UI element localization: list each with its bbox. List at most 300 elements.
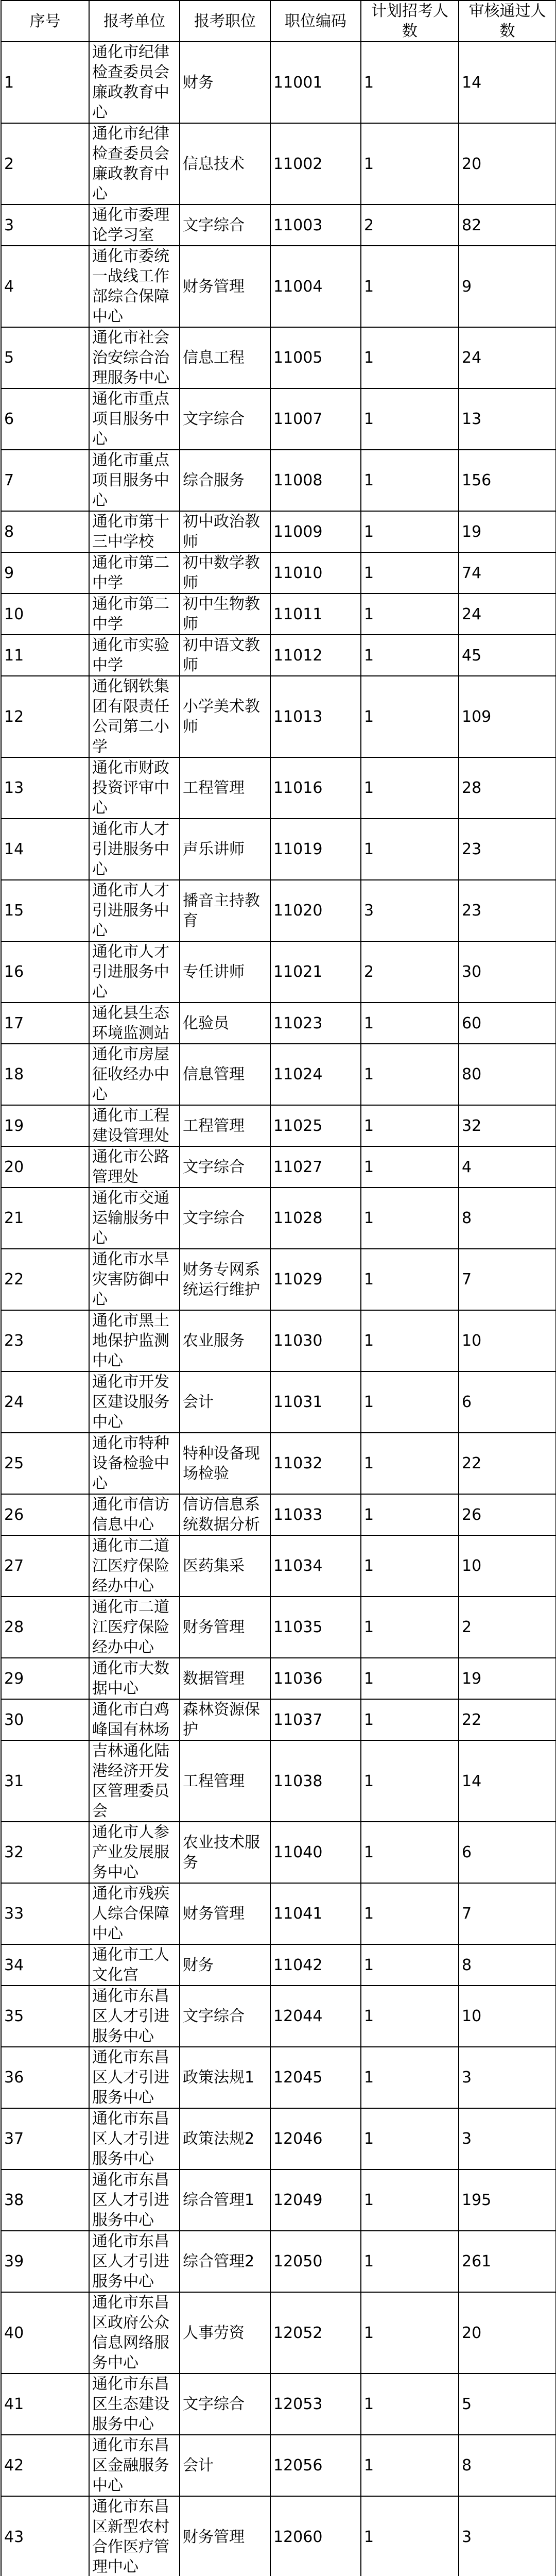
cell-approved-count: 7 (459, 1883, 556, 1944)
cell-serial-number: 22 (1, 1249, 89, 1310)
cell-position-code: 11010 (270, 552, 361, 594)
cell-approved-count: 30 (459, 941, 556, 1003)
cell-position-code: 11002 (270, 123, 361, 205)
header-planned-count: 计划招考人数 (361, 1, 459, 42)
cell-position: 医药集采 (180, 1535, 270, 1597)
cell-position: 播音主持教育 (180, 880, 270, 941)
header-approved-count: 审核通过人数 (459, 1, 556, 42)
cell-position-code: 11033 (270, 1494, 361, 1535)
cell-unit: 通化市东昌区人才引进服务中心 (89, 2108, 180, 2170)
cell-unit: 通化市大数据中心 (89, 1658, 180, 1699)
cell-position: 财务管理 (180, 1597, 270, 1658)
cell-position: 化验员 (180, 1003, 270, 1044)
cell-position-code: 11007 (270, 388, 361, 450)
cell-approved-count: 24 (459, 594, 556, 635)
cell-position: 财务 (180, 1944, 270, 1986)
cell-position-code: 12050 (270, 2231, 361, 2292)
table-row (1, 2496, 556, 2576)
cell-position-code: 11023 (270, 1003, 361, 1044)
cell-planned-count: 1 (361, 1986, 459, 2047)
cell-unit: 通化市重点项目服务中心 (89, 388, 180, 450)
table-row (1, 635, 556, 676)
cell-planned-count: 1 (361, 1883, 459, 1944)
cell-planned-count: 1 (361, 246, 459, 327)
table-row (1, 2108, 556, 2170)
cell-position: 信访信息系统数据分析 (180, 1494, 270, 1535)
cell-approved-count: 3 (459, 2496, 556, 2576)
cell-serial-number: 9 (1, 552, 89, 594)
cell-position: 文字综合 (180, 2374, 270, 2435)
cell-unit: 通化市特种设备检验中心 (89, 1433, 180, 1494)
cell-approved-count: 5 (459, 2374, 556, 2435)
cell-planned-count: 1 (361, 450, 459, 511)
cell-approved-count: 6 (459, 1822, 556, 1883)
cell-planned-count: 1 (361, 1658, 459, 1699)
cell-serial-number: 5 (1, 327, 89, 388)
cell-position-code: 11005 (270, 327, 361, 388)
cell-approved-count: 10 (459, 1535, 556, 1597)
cell-unit: 通化市水旱灾害防御中心 (89, 1249, 180, 1310)
table-row (1, 246, 556, 327)
cell-position: 信息管理 (180, 1044, 270, 1105)
cell-approved-count: 13 (459, 388, 556, 450)
cell-approved-count: 10 (459, 1310, 556, 1371)
cell-approved-count: 3 (459, 2108, 556, 2170)
table-row (1, 1597, 556, 1658)
cell-serial-number: 27 (1, 1535, 89, 1597)
cell-approved-count: 261 (459, 2231, 556, 2292)
cell-planned-count: 2 (361, 941, 459, 1003)
cell-position: 工程管理 (180, 1105, 270, 1146)
cell-position-code: 11029 (270, 1249, 361, 1310)
cell-serial-number: 31 (1, 1740, 89, 1822)
cell-serial-number: 6 (1, 388, 89, 450)
cell-unit: 通化市交通运输服务中心 (89, 1188, 180, 1249)
cell-planned-count: 1 (361, 123, 459, 205)
cell-position: 初中政治教师 (180, 511, 270, 552)
cell-planned-count: 1 (361, 1044, 459, 1105)
table-body (1, 42, 556, 2576)
table-row (1, 1044, 556, 1105)
table-row (1, 2292, 556, 2374)
cell-position-code: 11036 (270, 1658, 361, 1699)
cell-position-code: 12060 (270, 2496, 361, 2576)
cell-serial-number: 37 (1, 2108, 89, 2170)
cell-position-code: 11041 (270, 1883, 361, 1944)
cell-planned-count: 1 (361, 2292, 459, 2374)
cell-unit: 通化市社会治安综合治理服务中心 (89, 327, 180, 388)
cell-planned-count: 1 (361, 676, 459, 757)
cell-unit: 通化市纪律检查委员会廉政教育中心 (89, 42, 180, 123)
cell-serial-number: 29 (1, 1658, 89, 1699)
cell-position-code: 11009 (270, 511, 361, 552)
table-row (1, 819, 556, 880)
cell-serial-number: 26 (1, 1494, 89, 1535)
cell-planned-count: 1 (361, 2231, 459, 2292)
table-row (1, 1658, 556, 1699)
cell-position: 文字综合 (180, 205, 270, 246)
cell-unit: 通化市委统一战线工作部综合保障中心 (89, 246, 180, 327)
cell-approved-count: 24 (459, 327, 556, 388)
cell-approved-count: 9 (459, 246, 556, 327)
table-row (1, 42, 556, 123)
cell-approved-count: 7 (459, 1249, 556, 1310)
cell-position-code: 11035 (270, 1597, 361, 1658)
cell-unit: 通化市委理论学习室 (89, 205, 180, 246)
cell-approved-count: 60 (459, 1003, 556, 1044)
cell-unit: 通化市人才引进服务中心 (89, 819, 180, 880)
cell-position: 财务管理 (180, 1883, 270, 1944)
cell-position: 初中生物教师 (180, 594, 270, 635)
cell-serial-number: 41 (1, 2374, 89, 2435)
cell-approved-count: 14 (459, 1740, 556, 1822)
cell-planned-count: 1 (361, 2435, 459, 2496)
table-row (1, 1740, 556, 1822)
table-row (1, 1003, 556, 1044)
table-row (1, 327, 556, 388)
cell-serial-number: 15 (1, 880, 89, 941)
cell-position-code: 11034 (270, 1535, 361, 1597)
cell-position: 综合服务 (180, 450, 270, 511)
cell-unit: 通化市纪律检查委员会廉政教育中心 (89, 123, 180, 205)
table-row (1, 1822, 556, 1883)
cell-position: 信息技术 (180, 123, 270, 205)
cell-unit: 通化市东昌区人才引进服务中心 (89, 1986, 180, 2047)
cell-serial-number: 32 (1, 1822, 89, 1883)
table-row (1, 757, 556, 819)
cell-serial-number: 40 (1, 2292, 89, 2374)
cell-unit: 通化市东昌区人才引进服务中心 (89, 2047, 180, 2108)
header-unit: 报考单位 (89, 1, 180, 42)
cell-position-code: 11028 (270, 1188, 361, 1249)
cell-position: 综合管理2 (180, 2231, 270, 2292)
table-row (1, 1146, 556, 1188)
table-row (1, 1883, 556, 1944)
cell-position-code: 11004 (270, 246, 361, 327)
cell-planned-count: 2 (361, 205, 459, 246)
table-row (1, 1986, 556, 2047)
cell-position: 财务管理 (180, 246, 270, 327)
cell-serial-number: 38 (1, 2170, 89, 2231)
cell-position-code: 11032 (270, 1433, 361, 1494)
cell-planned-count: 1 (361, 1249, 459, 1310)
cell-position: 初中数学教师 (180, 552, 270, 594)
table-row (1, 1310, 556, 1371)
table-row (1, 388, 556, 450)
cell-planned-count: 1 (361, 2374, 459, 2435)
cell-position-code: 12049 (270, 2170, 361, 2231)
cell-position-code: 11016 (270, 757, 361, 819)
cell-position-code: 12045 (270, 2047, 361, 2108)
cell-unit: 通化市第二中学 (89, 552, 180, 594)
table-row (1, 205, 556, 246)
cell-unit: 通化市开发区建设服务中心 (89, 1371, 180, 1433)
table-row (1, 941, 556, 1003)
cell-unit: 通化市重点项目服务中心 (89, 450, 180, 511)
cell-planned-count: 1 (361, 1699, 459, 1740)
cell-serial-number: 7 (1, 450, 89, 511)
cell-approved-count: 156 (459, 450, 556, 511)
table-row (1, 1699, 556, 1740)
cell-unit: 通化市房屋征收经办中心 (89, 1044, 180, 1105)
cell-unit: 通化市财政投资评审中心 (89, 757, 180, 819)
cell-position-code: 11031 (270, 1371, 361, 1433)
cell-unit: 通化市信访信息中心 (89, 1494, 180, 1535)
cell-approved-count: 80 (459, 1044, 556, 1105)
cell-approved-count: 4 (459, 1146, 556, 1188)
table-row (1, 511, 556, 552)
cell-approved-count: 20 (459, 123, 556, 205)
cell-unit: 通化钢铁集团有限责任公司第二小学 (89, 676, 180, 757)
cell-position-code: 12044 (270, 1986, 361, 2047)
cell-serial-number: 11 (1, 635, 89, 676)
cell-planned-count: 1 (361, 1494, 459, 1535)
cell-position-code: 11040 (270, 1822, 361, 1883)
cell-unit: 通化市东昌区人才引进服务中心 (89, 2231, 180, 2292)
cell-planned-count: 1 (361, 327, 459, 388)
table-row (1, 1105, 556, 1146)
cell-position: 会计 (180, 1371, 270, 1433)
cell-position-code: 11042 (270, 1944, 361, 1986)
cell-position: 财务 (180, 42, 270, 123)
cell-position: 农业服务 (180, 1310, 270, 1371)
cell-approved-count: 14 (459, 42, 556, 123)
cell-serial-number: 8 (1, 511, 89, 552)
cell-approved-count: 3 (459, 2047, 556, 2108)
cell-unit: 通化市东昌区生态建设服务中心 (89, 2374, 180, 2435)
cell-planned-count: 1 (361, 819, 459, 880)
cell-planned-count: 1 (361, 1310, 459, 1371)
cell-serial-number: 16 (1, 941, 89, 1003)
table-row (1, 1494, 556, 1535)
cell-unit: 通化市工人文化宫 (89, 1944, 180, 1986)
cell-planned-count: 1 (361, 42, 459, 123)
cell-planned-count: 1 (361, 1188, 459, 1249)
cell-serial-number: 23 (1, 1310, 89, 1371)
cell-position-code: 11019 (270, 819, 361, 880)
cell-unit: 通化市工程建设管理处 (89, 1105, 180, 1146)
cell-position-code: 11021 (270, 941, 361, 1003)
cell-serial-number: 4 (1, 246, 89, 327)
table-row (1, 2170, 556, 2231)
cell-position-code: 11024 (270, 1044, 361, 1105)
cell-position: 小学美术教师 (180, 676, 270, 757)
cell-position: 工程管理 (180, 757, 270, 819)
cell-unit: 通化市东昌区金融服务中心 (89, 2435, 180, 2496)
cell-planned-count: 1 (361, 1146, 459, 1188)
table-row (1, 1944, 556, 1986)
cell-position: 农业技术服务 (180, 1822, 270, 1883)
table-row (1, 2231, 556, 2292)
table-row (1, 450, 556, 511)
header-position-code: 职位编码 (270, 1, 361, 42)
cell-position: 财务专网系统运行维护 (180, 1249, 270, 1310)
cell-unit: 通化市白鸡峰国有林场 (89, 1699, 180, 1740)
cell-serial-number: 36 (1, 2047, 89, 2108)
cell-approved-count: 28 (459, 757, 556, 819)
table-row (1, 1371, 556, 1433)
cell-unit: 通化市第十三中学校 (89, 511, 180, 552)
cell-approved-count: 6 (459, 1371, 556, 1433)
cell-approved-count: 195 (459, 2170, 556, 2231)
cell-planned-count: 1 (361, 1535, 459, 1597)
cell-approved-count: 10 (459, 1986, 556, 2047)
cell-approved-count: 109 (459, 676, 556, 757)
cell-planned-count: 1 (361, 594, 459, 635)
cell-unit: 通化市人才引进服务中心 (89, 880, 180, 941)
cell-planned-count: 1 (361, 511, 459, 552)
cell-position-code: 11025 (270, 1105, 361, 1146)
cell-position-code: 11008 (270, 450, 361, 511)
cell-position-code: 12052 (270, 2292, 361, 2374)
cell-planned-count: 1 (361, 635, 459, 676)
cell-position: 数据管理 (180, 1658, 270, 1699)
cell-serial-number: 2 (1, 123, 89, 205)
cell-planned-count: 1 (361, 1597, 459, 1658)
table-row (1, 594, 556, 635)
cell-serial-number: 24 (1, 1371, 89, 1433)
cell-serial-number: 14 (1, 819, 89, 880)
table-row (1, 1249, 556, 1310)
cell-position-code: 11001 (270, 42, 361, 123)
table-row (1, 2047, 556, 2108)
cell-serial-number: 30 (1, 1699, 89, 1740)
table-row (1, 1535, 556, 1597)
cell-position: 文字综合 (180, 1986, 270, 2047)
cell-planned-count: 1 (361, 1740, 459, 1822)
cell-approved-count: 32 (459, 1105, 556, 1146)
table-row (1, 676, 556, 757)
cell-serial-number: 13 (1, 757, 89, 819)
cell-position-code: 12046 (270, 2108, 361, 2170)
cell-planned-count: 1 (361, 552, 459, 594)
cell-unit: 通化市人才引进服务中心 (89, 941, 180, 1003)
cell-position: 综合管理1 (180, 2170, 270, 2231)
cell-serial-number: 21 (1, 1188, 89, 1249)
cell-planned-count: 1 (361, 1944, 459, 1986)
cell-approved-count: 74 (459, 552, 556, 594)
cell-position: 文字综合 (180, 1188, 270, 1249)
cell-unit: 通化市二道江医疗保险经办中心 (89, 1535, 180, 1597)
cell-unit: 通化市残疾人综合保障中心 (89, 1883, 180, 1944)
cell-planned-count: 1 (361, 2108, 459, 2170)
cell-position-code: 11037 (270, 1699, 361, 1740)
cell-unit: 通化市实验中学 (89, 635, 180, 676)
cell-planned-count: 1 (361, 1433, 459, 1494)
cell-unit: 吉林通化陆港经济开发区管理委员会 (89, 1740, 180, 1822)
cell-position-code: 11012 (270, 635, 361, 676)
table-row (1, 552, 556, 594)
table-row (1, 2435, 556, 2496)
cell-serial-number: 10 (1, 594, 89, 635)
cell-serial-number: 42 (1, 2435, 89, 2496)
cell-serial-number: 35 (1, 1986, 89, 2047)
cell-approved-count: 19 (459, 511, 556, 552)
cell-serial-number: 25 (1, 1433, 89, 1494)
cell-approved-count: 8 (459, 2435, 556, 2496)
cell-unit: 通化市东昌区人才引进服务中心 (89, 2170, 180, 2231)
cell-approved-count: 45 (459, 635, 556, 676)
cell-serial-number: 18 (1, 1044, 89, 1105)
cell-position: 专任讲师 (180, 941, 270, 1003)
cell-position: 文字综合 (180, 388, 270, 450)
cell-serial-number: 43 (1, 2496, 89, 2576)
header-serial-number: 序号 (1, 1, 89, 42)
cell-serial-number: 1 (1, 42, 89, 123)
cell-unit: 通化市黑土地保护监测中心 (89, 1310, 180, 1371)
cell-planned-count: 1 (361, 2496, 459, 2576)
cell-planned-count: 1 (361, 2170, 459, 2231)
cell-approved-count: 2 (459, 1597, 556, 1658)
cell-serial-number: 20 (1, 1146, 89, 1188)
cell-planned-count: 1 (361, 1822, 459, 1883)
cell-approved-count: 22 (459, 1433, 556, 1494)
cell-position-code: 11020 (270, 880, 361, 941)
cell-position: 信息工程 (180, 327, 270, 388)
cell-position-code: 11027 (270, 1146, 361, 1188)
cell-planned-count: 1 (361, 1105, 459, 1146)
cell-unit: 通化市第二中学 (89, 594, 180, 635)
cell-serial-number: 3 (1, 205, 89, 246)
table-header (1, 1, 556, 42)
cell-unit: 通化市公路管理处 (89, 1146, 180, 1188)
cell-unit: 通化市东昌区政府公众信息网络服务中心 (89, 2292, 180, 2374)
cell-position-code: 11011 (270, 594, 361, 635)
cell-serial-number: 17 (1, 1003, 89, 1044)
cell-approved-count: 20 (459, 2292, 556, 2374)
table-row (1, 2374, 556, 2435)
cell-serial-number: 34 (1, 1944, 89, 1986)
cell-position: 会计 (180, 2435, 270, 2496)
cell-position-code: 12056 (270, 2435, 361, 2496)
cell-position: 财务管理 (180, 2496, 270, 2576)
cell-approved-count: 26 (459, 1494, 556, 1535)
cell-position: 特种设备现场检验 (180, 1433, 270, 1494)
cell-position-code: 11038 (270, 1740, 361, 1822)
table-row (1, 1188, 556, 1249)
cell-position: 政策法规2 (180, 2108, 270, 2170)
cell-planned-count: 1 (361, 1003, 459, 1044)
cell-position: 文字综合 (180, 1146, 270, 1188)
cell-position-code: 11003 (270, 205, 361, 246)
cell-serial-number: 19 (1, 1105, 89, 1146)
header-row (1, 1, 556, 42)
cell-unit: 通化县生态环境监测站 (89, 1003, 180, 1044)
cell-planned-count: 3 (361, 880, 459, 941)
cell-approved-count: 8 (459, 1944, 556, 1986)
cell-planned-count: 1 (361, 757, 459, 819)
cell-planned-count: 1 (361, 2047, 459, 2108)
cell-position: 人事劳资 (180, 2292, 270, 2374)
cell-serial-number: 39 (1, 2231, 89, 2292)
recruitment-table (1, 0, 556, 2576)
cell-approved-count: 8 (459, 1188, 556, 1249)
cell-unit: 通化市二道江医疗保险经办中心 (89, 1597, 180, 1658)
table-row (1, 1433, 556, 1494)
cell-approved-count: 23 (459, 880, 556, 941)
cell-position: 工程管理 (180, 1740, 270, 1822)
cell-approved-count: 19 (459, 1658, 556, 1699)
cell-approved-count: 22 (459, 1699, 556, 1740)
cell-position-code: 12053 (270, 2374, 361, 2435)
cell-position: 森林资源保护 (180, 1699, 270, 1740)
cell-approved-count: 23 (459, 819, 556, 880)
cell-serial-number: 33 (1, 1883, 89, 1944)
cell-position: 政策法规1 (180, 2047, 270, 2108)
header-position: 报考职位 (180, 1, 270, 42)
cell-position-code: 11030 (270, 1310, 361, 1371)
cell-unit: 通化市人参产业发展服务中心 (89, 1822, 180, 1883)
